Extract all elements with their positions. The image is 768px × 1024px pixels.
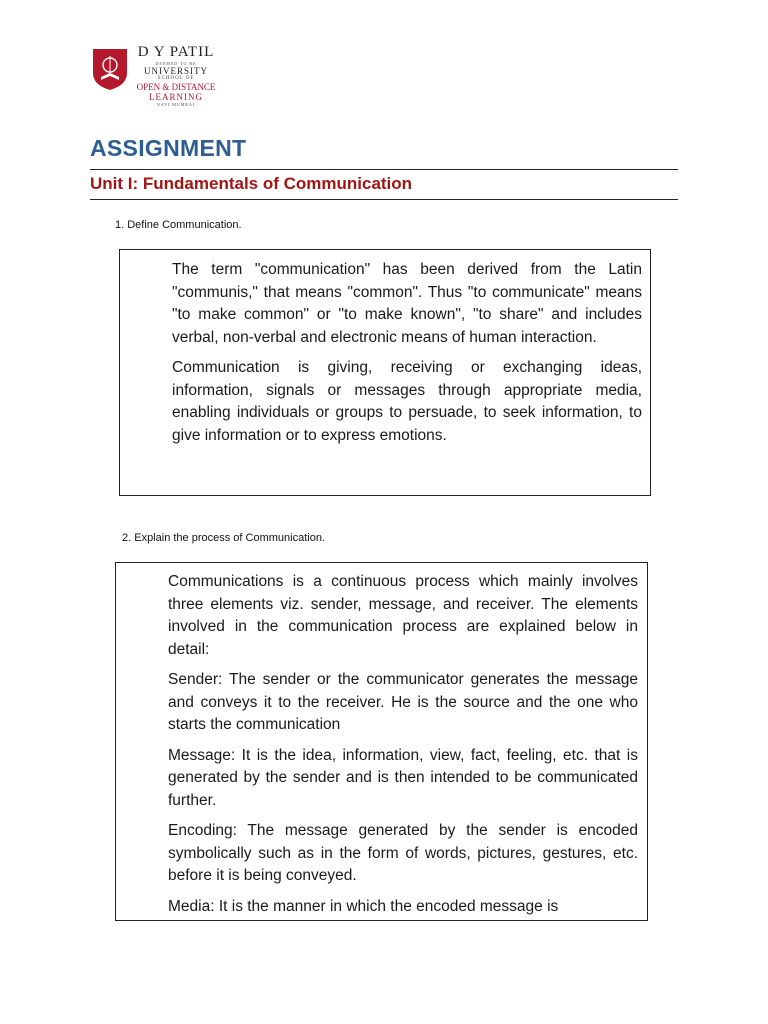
shield-emblem-icon [91, 47, 129, 91]
page-title: ASSIGNMENT [90, 135, 247, 161]
divider-bottom [90, 199, 678, 200]
unit-heading: Unit I: Fundamentals of Communication [90, 174, 413, 193]
logo-line-5: OPEN & DISTANCE [136, 82, 216, 92]
logo-wordmark [132, 44, 220, 107]
logo-line-3: UNIVERSITY [144, 66, 208, 76]
answer-2-paragraph-1: Communications is a continuous process which mainly involves three elements viz. sender, message, and receiver. The elements involved in the communication process are explained below in detail: [168, 573, 638, 658]
question-1-label: 1. Define Communication. [115, 219, 242, 231]
answer-1-paragraph-2: Communication is giving, receiving or exchanging ideas, information, signals or messages through appropriate media, enabling individuals or groups to persuade, to seek information, to give information or to express emotions. [172, 359, 642, 444]
answer-2-paragraph-4: Encoding: The message generated by the sender is encoded symbolically such as in the form of words, pictures, gestures, etc. before it is being conveyed. [168, 822, 638, 884]
logo-line-4: SCHOOL OF [157, 76, 195, 81]
university-logo [88, 44, 220, 116]
logo-line-2: DEEMED TO BE [155, 61, 197, 66]
logo-line-1: D Y PATIL [137, 44, 215, 60]
divider-top [90, 169, 678, 170]
answer-1-paragraph-1: The term "communication" has been derived from the Latin "communis," that means "common". Thus "to communicate" means "to make common" or "to make known", "to share" and includes verbal, non-verbal and electronic means of human interaction. [172, 261, 642, 346]
answer-2-box [115, 562, 648, 921]
logo-line-6: LEARNING [149, 92, 203, 102]
question-2-label: 2. Explain the process of Communication. [122, 532, 325, 544]
answer-2-paragraph-5: Media: It is the manner in which the encoded message is [168, 897, 559, 915]
answer-2-paragraph-3: Message: It is the idea, information, view, fact, feeling, etc. that is generated by the sender and is then intended to be communicated further. [168, 746, 638, 809]
answer-1-box [119, 249, 651, 496]
answer-2-paragraph-2: Sender: The sender or the communicator generates the message and conveys it to the receiver. He is the source and the one who starts the communication [168, 671, 638, 733]
logo-line-7: NAVI MUMBAI [156, 102, 196, 107]
